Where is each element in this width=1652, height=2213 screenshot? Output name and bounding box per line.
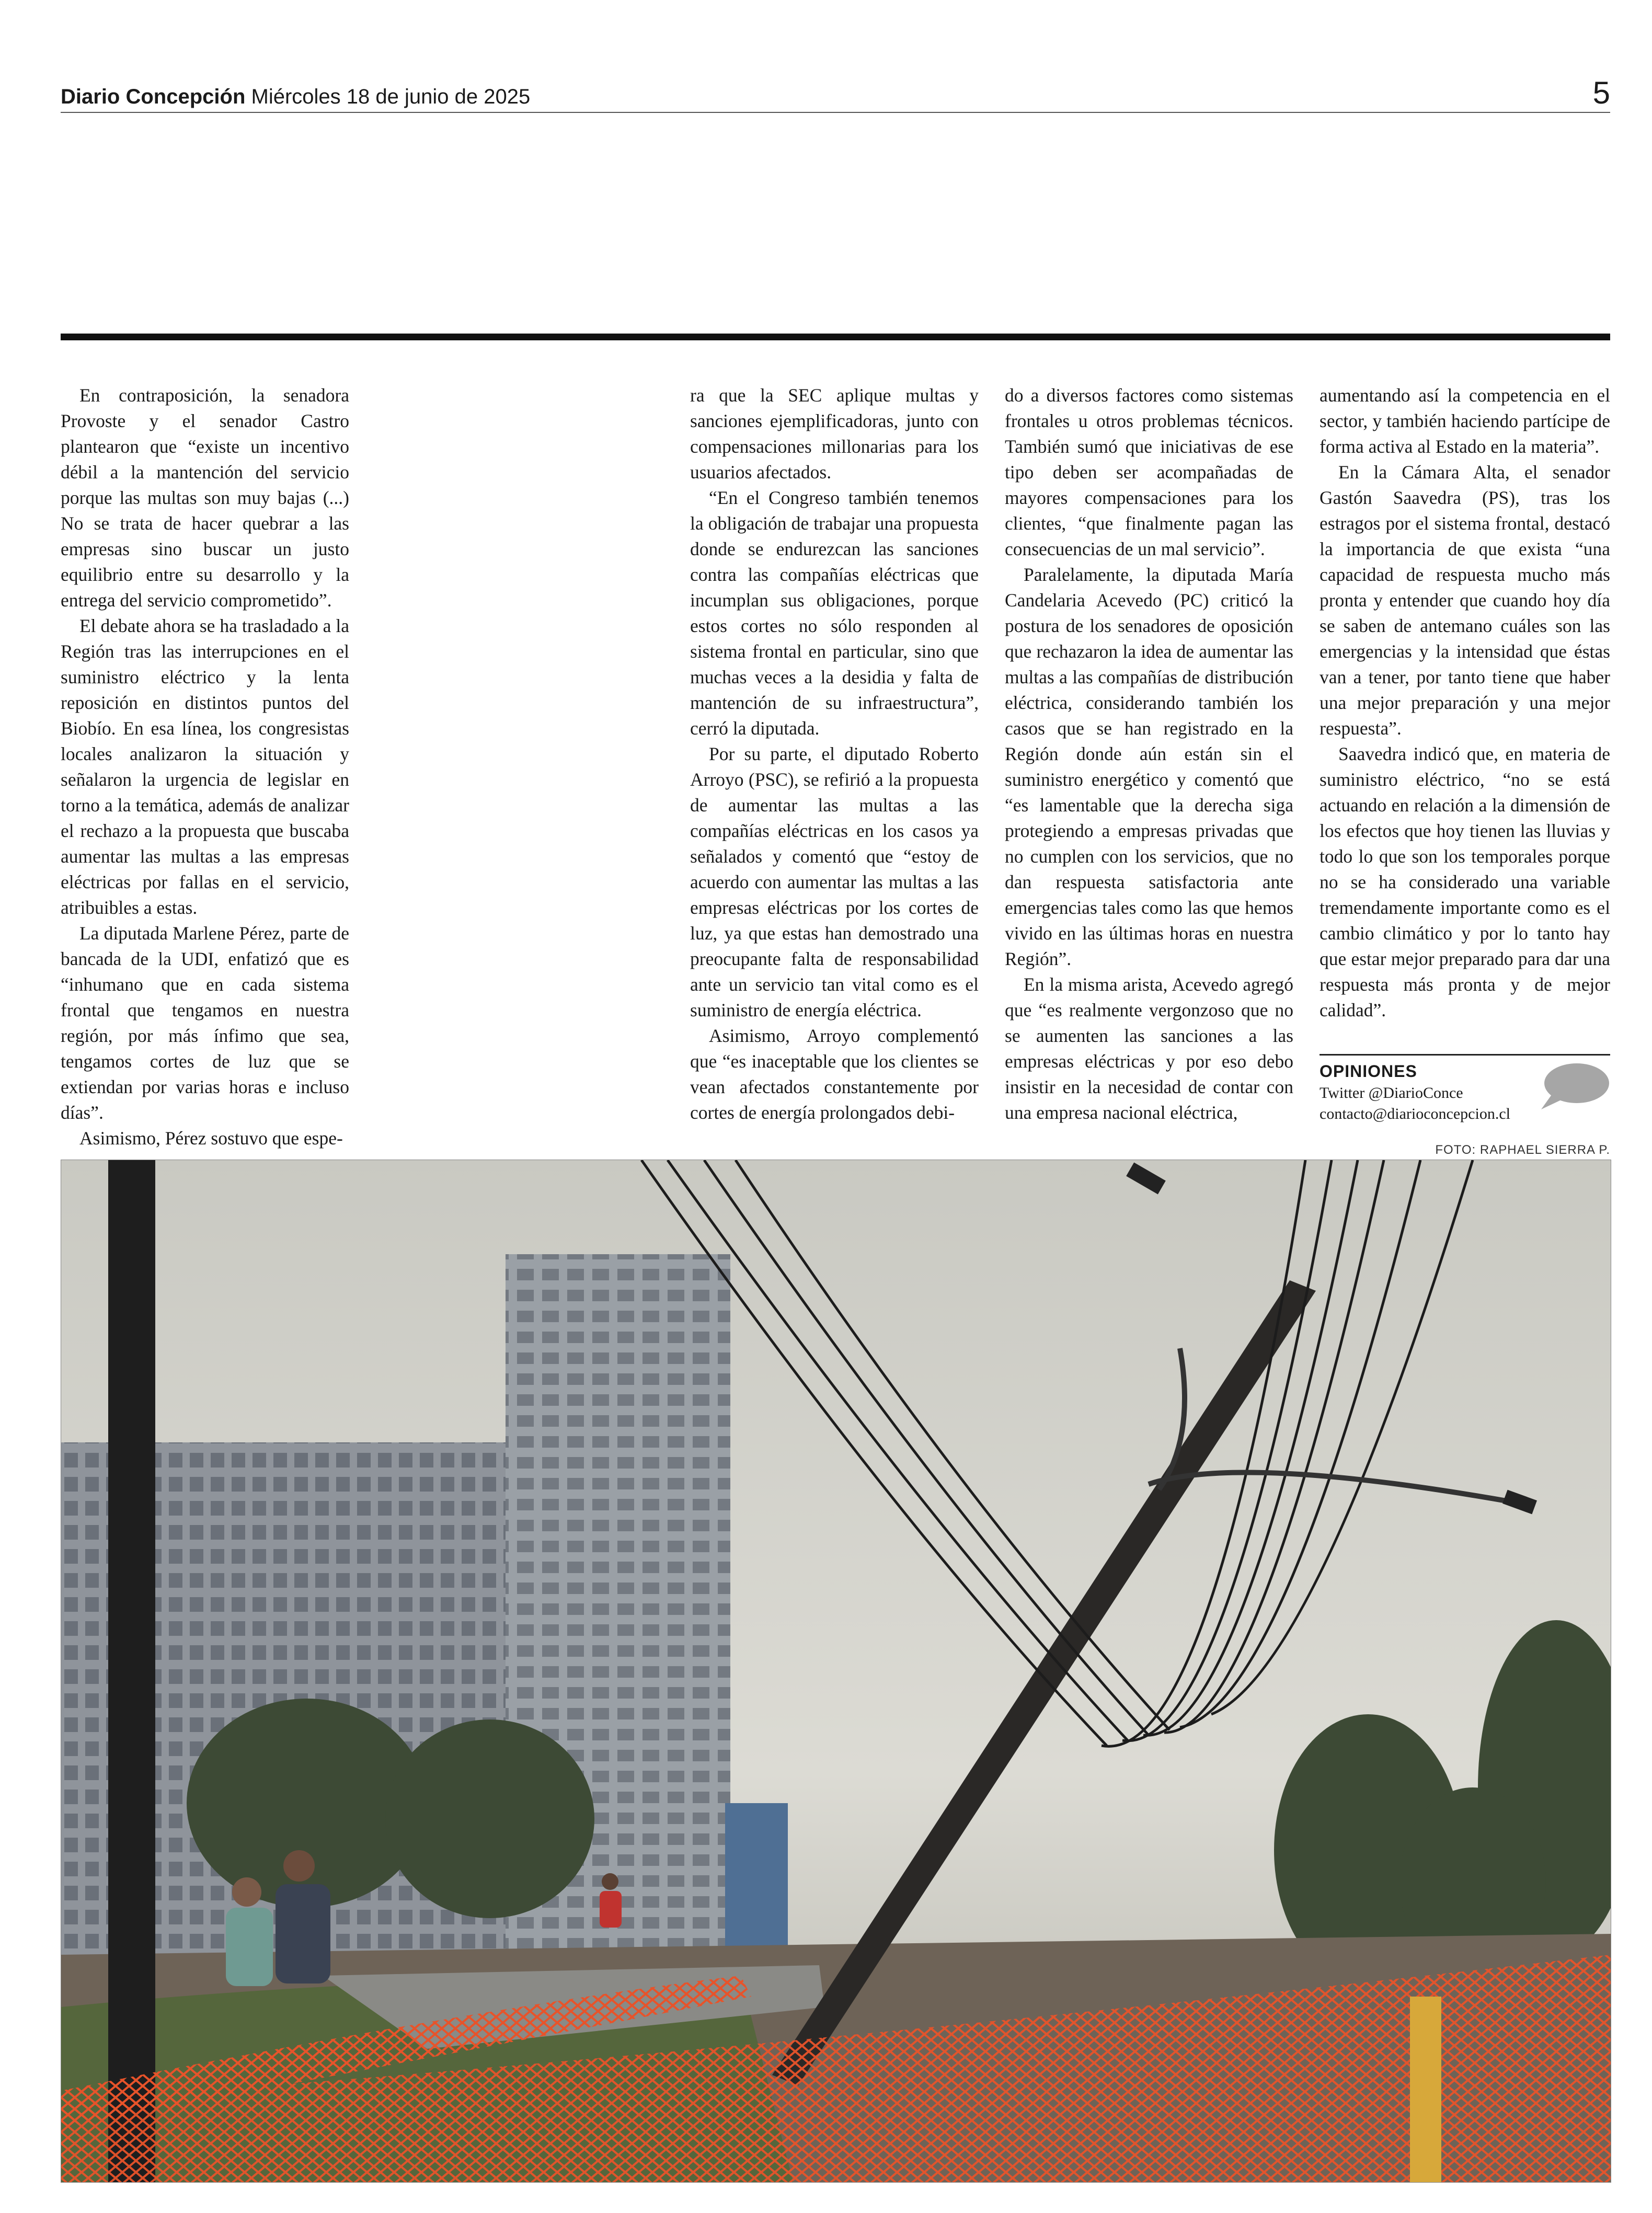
- article-column-1: [61, 383, 349, 1151]
- blue-building: [725, 1803, 788, 1960]
- photo-credit: FOTO: RAPHAEL SIERRA P.: [1435, 1143, 1610, 1157]
- paragraph: En la Cámara Alta, el senador Gastón Saavedra (PS), tras los estragos por el sistema frontal, destacó la importancia de que exista “una capacidad de respuesta mucho más pronta y entender que cuando hoy día se saben de antemano cuáles son las emergencias y la intensidad que éstas van a tener, por tanto tiene que haber una mejor preparación y una mejor respuesta”.: [1320, 462, 1610, 739]
- paragraph: La diputada Marlene Pérez, parte de bancada de la UDI, enfatizó que es “inhumano que en cada sistema frontal que tengamos en nuestra región, por más ínfimo que sea, tengamos cortes de luz que se extiendan por varias horas e incluso días”.: [61, 923, 349, 1123]
- opinions-box: [1320, 1054, 1610, 1125]
- paragraph: Por su parte, el diputado Roberto Arroyo (PSC), se refirió a la propuesta de aumentar las multas a las compañías eléctricas en los casos ya señalados y comentó que “estoy de acuerdo con aumentar las multas a las empresas eléctricas por los cortes de luz, ya que estas han demostrado una preocupante falta de responsabilidad ante un servicio tan vital como es el suministro de energía eléctrica.: [690, 743, 979, 1020]
- paragraph: En contraposición, la senadora Provoste y el senador Castro plantearon que “existe un incentivo débil a la mantención del servicio porque las multas son muy bajas (...) No se trata de hacer quebrar a las empresas sino buscar un justo equilibrio entre su desarrollo y la entrega del servicio comprometido”.: [61, 385, 349, 611]
- masthead: [61, 85, 530, 109]
- speech-bubble-icon: [1537, 1061, 1610, 1111]
- fallen-power-pole-scene: [61, 1160, 1611, 2182]
- section-divider: [61, 334, 1610, 340]
- paragraph: Asimismo, Pérez sostuvo que espe-: [79, 1128, 343, 1149]
- opinions-title: OPINIONES: [1320, 1062, 1417, 1081]
- contact-email[interactable]: contacto@diarioconcepcion.cl: [1320, 1105, 1510, 1122]
- issue-date: Miércoles 18 de junio de 2025: [251, 85, 531, 108]
- paragraph: Saavedra indicó que, en materia de suministro eléctrico, “no se está actuando en relación a la dimensión de los efectos que hoy tienen las lluvias y todo lo que son los temporales porque no se ha considerado una variable tremendamente importante como es el cambio climático y por lo tanto hay que estar mejor preparado para dar una respuesta más pronta y de mejor calidad”.: [1320, 743, 1610, 1020]
- opinions-divider: [1320, 1054, 1610, 1056]
- paragraph: aumentando así la competencia en el sector, y también haciendo partícipe de forma activa al Estado en la materia”.: [1320, 385, 1610, 457]
- header-divider: [61, 112, 1610, 113]
- paragraph: Paralelamente, la diputada María Candelaria Acevedo (PC) criticó la postura de los senadores de oposición que rechazaron la idea de aumentar las multas a las compañías de distribución eléctrica, considerando también los casos que se han registrado en la Región donde aún están sin el suministro energético y comentó que “es lamentable que la derecha siga protegiendo a empresas privadas que no cumplen con los servicios, que no dan respuesta satisfactoria ante emergencias tales como las que hemos vivido en las últimas horas en nuestra Región”.: [1005, 564, 1293, 969]
- fence-post: [1410, 1997, 1441, 2182]
- page-number: 5: [1592, 75, 1610, 110]
- power-pole-upright: [108, 1160, 155, 2182]
- paragraph: El debate ahora se ha trasladado a la Región tras las interrupciones en el suministro eléctrico y la lenta reposición en distintos puntos del Biobío. En esa línea, los congresistas locales analizaron la situación y señalaron la urgencia de legislar en torno a la temática, además de analizar el rechazo a la propuesta que buscaba aumentar las multas a las empresas eléctricas por fallas en el servicio, atribuibles a estas.: [61, 615, 349, 918]
- paragraph: ra que la SEC aplique multas y sanciones ejemplificadoras, junto con compensaciones millonarias para los usuarios afectados.: [690, 385, 979, 483]
- paragraph: “En el Congreso también tenemos la obligación de trabajar una propuesta donde se endurezcan las sanciones contra las compañías eléctricas que incumplan sus obligaciones, porque estos cortes no sólo responden al sistema frontal en particular, sino que muchas veces a la desidia y falta de mantención de su infraestructura”, cerró la diputada.: [690, 487, 979, 739]
- article-column-4: [1320, 383, 1610, 1023]
- paragraph: Asimismo, Arroyo complementó que “es inaceptable que los clientes se vean afectados constantemente por cortes de energía prolongados debi-: [690, 1025, 979, 1123]
- paragraph: En la misma arista, Acevedo agregó que “es realmente vergonzoso que no se aumenten las sanciones a las empresas eléctricas y por eso debo insistir en la necesidad de contar con una empresa nacional eléctrica,: [1005, 974, 1293, 1123]
- newspaper-name: Diario Concepción: [61, 85, 246, 108]
- paragraph: do a diversos factores como sistemas frontales u otros problemas técnicos. También sumó que iniciativas de ese tipo deben ser acompañadas de mayores compensaciones para los clientes, “que finalmente pagan las consecuencias de un mal servicio”.: [1005, 385, 1293, 559]
- news-photo: [61, 1160, 1611, 2183]
- twitter-handle[interactable]: Twitter @DiarioConce: [1320, 1084, 1463, 1102]
- article-column-2: [690, 383, 979, 1126]
- page-header: [61, 73, 1610, 113]
- article-column-3: [1005, 383, 1293, 1126]
